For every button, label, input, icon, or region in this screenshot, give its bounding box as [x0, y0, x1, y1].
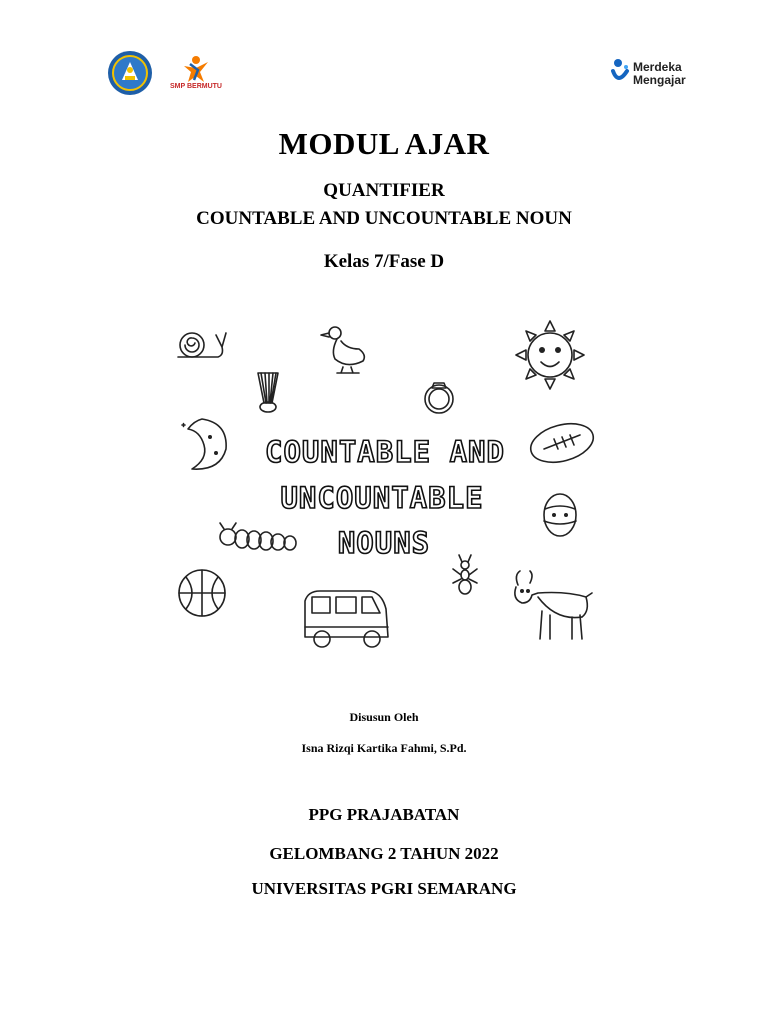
basketball-icon	[179, 570, 225, 616]
author-name: Isna Rizqi Kartika Fahmi, S.Pd.	[301, 741, 467, 755]
duck-icon	[321, 327, 364, 373]
kemdikbud-logo-icon	[107, 50, 153, 96]
bermutu-figure-icon	[168, 54, 224, 84]
merdeka-mengajar-logo	[610, 57, 700, 91]
goat-icon	[515, 571, 592, 639]
illustration-title-line1: COUNTABLE AND	[265, 435, 505, 469]
mengajar-label: Mengajar	[633, 73, 686, 87]
program-name: PPG PRAJABATAN	[308, 805, 460, 824]
illustration	[160, 315, 610, 660]
illustration-title-line2: UNCOUNTABLE	[280, 481, 484, 515]
caterpillar-icon	[220, 523, 296, 550]
batch-year: GELOMBANG 2 TAHUN 2022	[269, 844, 499, 863]
moon-icon	[182, 419, 226, 469]
merdeka-label: Merdeka	[633, 60, 682, 74]
shuttlecock-icon	[258, 373, 278, 412]
ring-icon	[425, 383, 453, 413]
subtitle-topic: COUNTABLE AND UNCOUNTABLE NOUN	[196, 208, 572, 229]
author-label: Disusun Oleh	[349, 710, 419, 724]
merdeka-mengajar-icon	[610, 57, 630, 87]
subtitle-quantifier: QUANTIFIER	[323, 180, 445, 201]
van-icon	[305, 591, 388, 647]
ant-icon	[453, 555, 477, 594]
university-name: UNIVERSITAS PGRI SEMARANG	[251, 879, 517, 898]
smp-bermutu-logo	[168, 54, 224, 94]
smp-bermutu-label: SMP BERMUTU	[170, 83, 222, 90]
illustration-title-line3: NOUNS	[337, 526, 431, 560]
football-icon	[526, 417, 597, 468]
easter-egg-icon	[544, 494, 576, 536]
grade-label: Kelas 7/Fase D	[323, 251, 445, 272]
snail-icon	[178, 333, 226, 357]
sun-icon	[516, 321, 584, 389]
page-title: MODUL AJAR	[278, 126, 490, 161]
